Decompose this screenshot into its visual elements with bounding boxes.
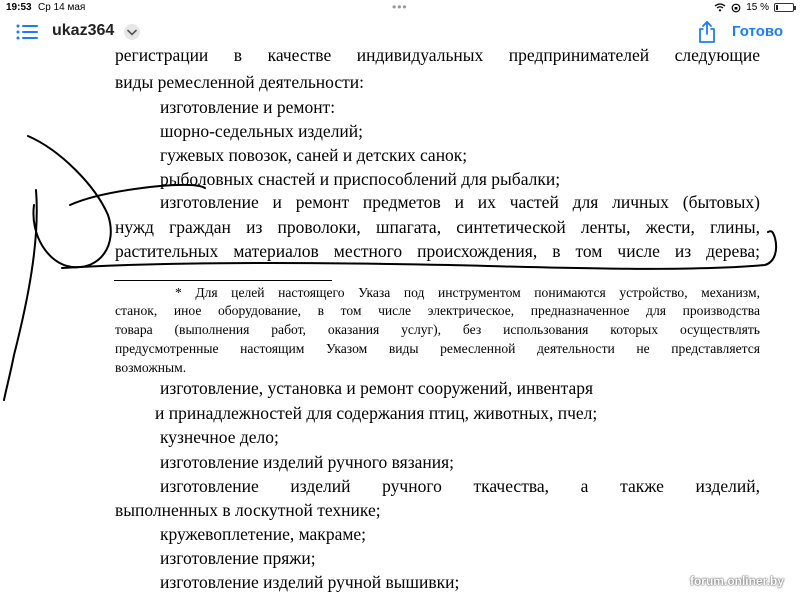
- doc-line: нужд граждан из проволоки, шпагата, синтетической ленты, жести, глины,: [115, 217, 760, 237]
- document-title[interactable]: ukaz364: [52, 22, 115, 39]
- doc-line: шорно-седельных изделий;: [160, 121, 364, 141]
- status-date: Ср 14 мая: [38, 2, 86, 13]
- doc-line: изготовление, установка и ремонт сооружений, инвентаря: [160, 378, 594, 398]
- doc-line: изготовление и ремонт предметов и их частей для личных (бытовых): [160, 192, 760, 212]
- multitasking-dots-icon[interactable]: •••: [392, 0, 408, 14]
- footnote-line: возможным.: [115, 360, 187, 375]
- doc-line: изготовление и ремонт:: [160, 97, 336, 117]
- footnote-divider: [114, 280, 332, 281]
- doc-line: виды ремесленной деятельности:: [115, 72, 364, 92]
- watermark: forum.onliner.by: [689, 574, 784, 588]
- battery-percent: 15 %: [746, 2, 769, 13]
- doc-line: изготовление изделий ручного вязания;: [160, 452, 455, 472]
- doc-line: выполненных в лоскутной технике;: [115, 500, 381, 520]
- footnote-line: станок, иное оборудование, в том числе электрическое, предназначенное для производства: [115, 303, 760, 318]
- footnote-line: товара (выполнения работ, оказания услуг), без использования которых осуществлять: [115, 322, 760, 337]
- doc-line: кузнечное дело;: [160, 427, 279, 447]
- footnote-line: * Для целей настоящего Указа под инструментом понимаются устройство, механизм,: [175, 285, 760, 300]
- doc-line: рыболовных снастей и приспособлений для рыбалки;: [160, 169, 561, 189]
- done-button[interactable]: Готово: [732, 23, 784, 40]
- doc-line: и принадлежностей для содержания птиц, животных, пчел;: [155, 403, 598, 423]
- doc-line: растительных материалов местного происхождения, в том числе из дерева;: [115, 241, 760, 261]
- doc-line: кружевоплетение, макраме;: [160, 524, 367, 544]
- status-time: 19:53: [6, 2, 32, 13]
- doc-line: изготовление изделий ручной вышивки;: [160, 572, 460, 592]
- doc-line: регистрации в качестве индивидуальных предпринимателей следующие: [115, 45, 760, 65]
- doc-line: гужевых повозок, саней и детских санок;: [160, 145, 468, 165]
- footnote-line: предусмотренные настоящим Указом виды ремесленной деятельности не представляется: [115, 341, 760, 356]
- doc-line: изготовление пряжи;: [160, 548, 316, 568]
- doc-line: изготовление изделий ручного ткачества, а также изделий,: [160, 476, 760, 496]
